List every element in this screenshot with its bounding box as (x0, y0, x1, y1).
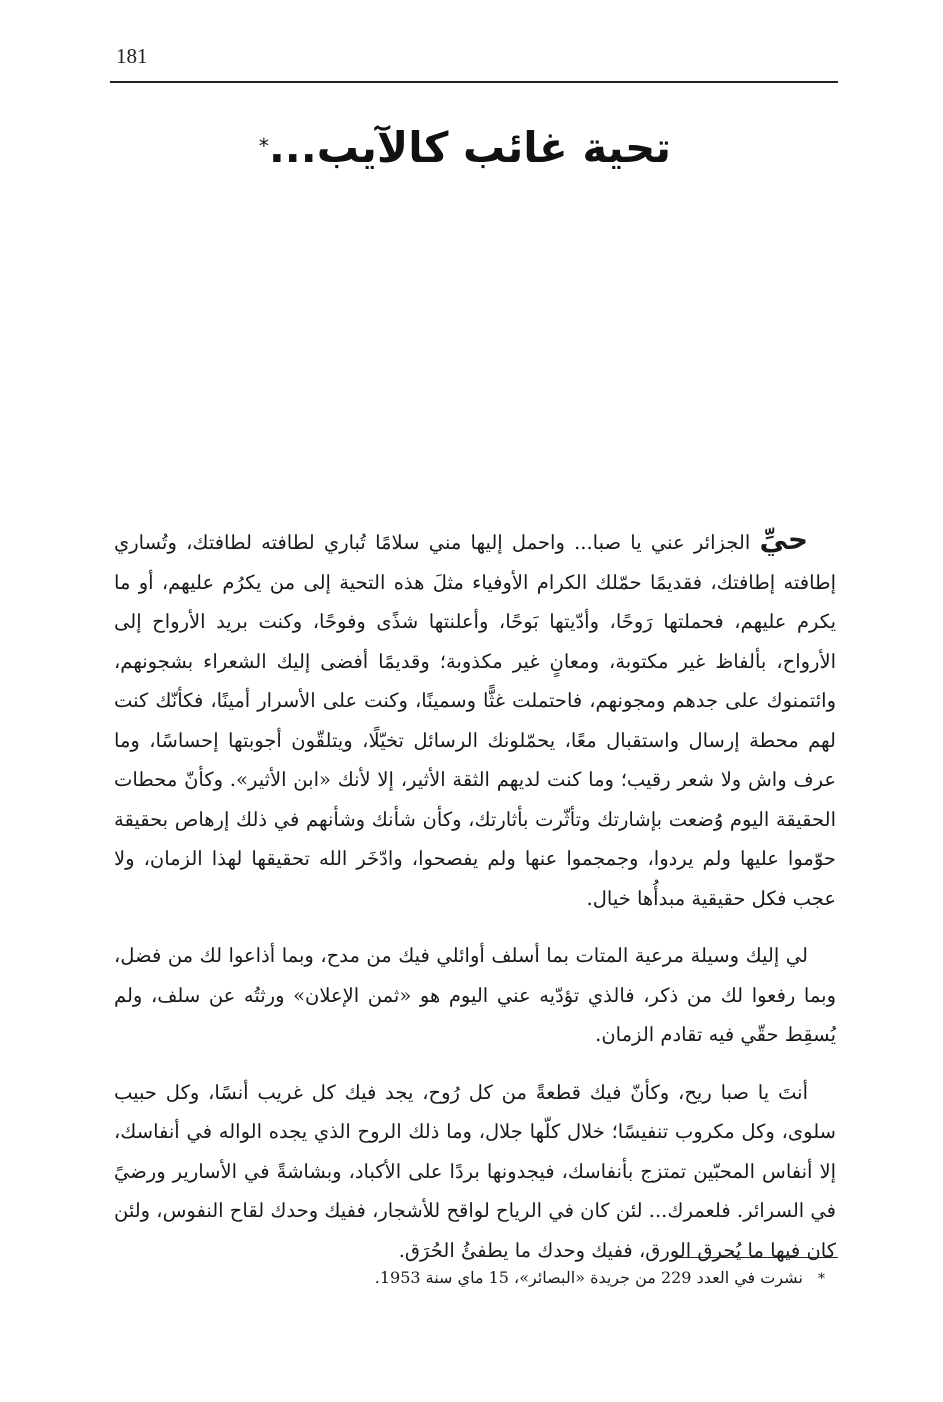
lead-word: حيِّ (759, 523, 809, 556)
title-footnote-marker: * (258, 134, 269, 158)
paragraph-3-text: أنتَ يا صبا ريح، وكأنّ فيك قطعةً من كل رُوح، يجد فيك كل غريب أنسًا، وكل حبيب سلوى، وكل مكروب تنفيسًا؛ خلال كلّها جلال، وما ذلك الروح الذي يجده الواله في أنفاسك، إلا أنفاس المحبّين تمتزج بأنفاسك، فيجدونها بردًا على الأكباد، وبشاشةً في الأسارير ورضيً في السرائر. فلعمرك... لئن كان في الرياح لواقح للأشجار، ففيك وحدك لقاح النفوس، ولئن كان فيها ما يُحرق الورق، ففيك وحدك ما يطفئُ الحُرَق. (114, 1080, 836, 1262)
page-number: 181 (116, 44, 148, 68)
article-title-text: تحية غائب كالآيب... (268, 123, 671, 172)
paragraph-1-text: الجزائر عني يا صبا... واحمل إليها مني سلامًا تُباري لطافته لطافتك، وتُساري إطافته إطافتك، فقديمًا حمّلك الكرام الأوفياء مثلَ هذه التحية إلى من يكرُم عليهم، أو ما يكرم عليهم، فحملتها رَوحًا، وأدّيتها بَوحًا، وأعلنتها شذًى وفوحًا، وكنت بريد الأرواح إلى الأرواح، بألفاظ غير مكتوبة، ومعانٍ غير مكذوبة؛ وقديمًا أفضى إليك الشعراء بشجونهم، وائتمنوك على جدهم ومجونهم، فاحتملت غثًّا وسمينًا، وكنت على الأسرار أمينًا، فكأنّك كنت لهم محطة إرسال واستقبال معًا، يحمّلونك الرسائل تخيّلًا، ويتلقّون أجوبتها إحساسًا، وما عرف واش ولا شعر رقيب؛ وما كنت لديهم الثقة الأثير، إلا لأنك «ابن الأثير». وكأنّ محطات الحقيقة اليوم وُضعت بإشارتك وتأثّرت بأثارتك، وكأن شأنك وشأنهم في ذلك إرهاص بحقيقة حوّموا عليها ولم يردوا، وجمجموا عنها ولم يفصحوا، وادّخَر الله تحقيقها لهذا الزمان، ولا عجب فكل حقيقية مبدأُها خيال. (114, 531, 836, 910)
paragraph-3 (114, 1073, 836, 1271)
paragraph-2-text: لي إليك وسيلة مرعية المتات بما أسلف أوائلي فيك من مدح، وبما أذاعوا لك من فضل، وبما رفعوا لك من ذكر، فالذي تؤدّيه عني اليوم هو «ثمن الإعلان» ورثتُه عن سلف، ولم يُسقِط حقّي فيه تقادم الزمان. (114, 944, 836, 1046)
header-rule (110, 81, 838, 83)
footnote-rule (676, 1257, 838, 1258)
article-title (259, 118, 671, 178)
footnote-text: نشرت في العدد 229 من جريدة «البصائر»، 15 ماي سنة 1953. (374, 1268, 803, 1287)
footnote-marker: * (818, 1271, 825, 1287)
article-body (114, 520, 836, 1288)
footnote (105, 1264, 825, 1293)
paragraph-2 (114, 936, 836, 1055)
paragraph-1 (114, 520, 836, 918)
